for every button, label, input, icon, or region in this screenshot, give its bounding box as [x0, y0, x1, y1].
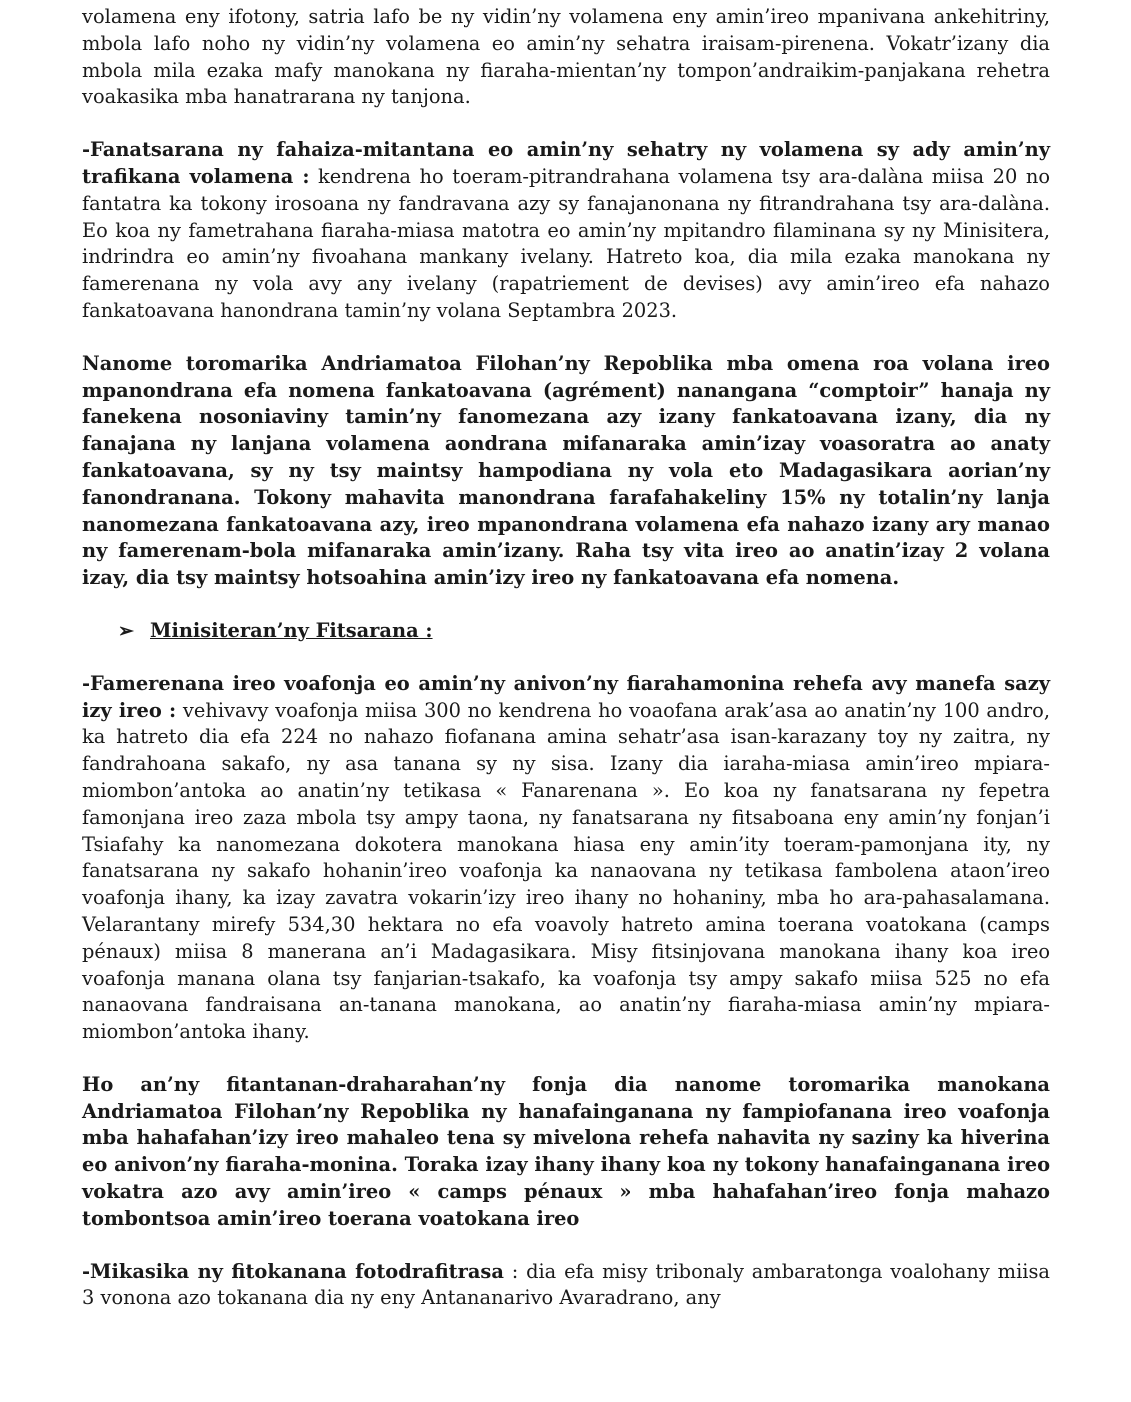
- paragraph-gold-prices: volamena eny ifotony, satria lafo be ny vidin’ny volamena eny amin’ireo mpanivana ankehitriny, mbola lafo noho ny vidin’ny volamena eo amin’ny sehatra iraisam-pirenena. Vokatr’izany dia mbola mila ezaka mafy manokana ny fiaraha-mientan’ny tompon’andraikim-panjakana rehetra voakasika mba hanatrarana ny tanjona.: [82, 5, 1050, 109]
- paragraph-prisoner-reintegration: [82, 671, 1050, 1046]
- paragraph-lead-bold: -Fanatsarana ny fahaiza-mitantana eo amin’ny sehatry ny volamena sy ady amin’ny trafikana volamena :: [82, 138, 1050, 188]
- paragraph-body-text: kendrena ho toeram-pitrandrahana volamena tsy ara-dalàna miisa 20 no fantatra ka tokony irosoana ny fandravana azy sy fanajanonana ny fitrandrahana tsy ara-dalàna. Eo koa ny fametrahana fiaraha-miasa matotra eo amin’ny mpitandro filaminana sy ny Minisitera, indrindra eo amin’ny fivoahana mankany ivelany. Hatreto koa, dia mila ezaka manokana ny famerenana ny vola avy any ivelany (rapatriement de devises) avy amin’ireo efa nahazo fankatoavana hanondrana tamin’ny volana Septambra 2023.: [82, 164, 1050, 322]
- arrow-bullet-icon: ➢: [118, 619, 134, 642]
- section-heading-ministry-justice: [118, 618, 1050, 645]
- paragraph-body-text: vehivavy voafonja miisa 300 no kendrena ho voaofana arak’asa ao anatin’ny 100 andro, ka hatreto dia efa 224 no nahazo fiofanana amina sehatr’asa isan-karazany toy ny zaitra, ny fandrahoana sakafo, ny asa tanana sy ny sisa. Izany dia iaraha-miasa amin’ireo mpiara-miombon’antoka ao anatin’ny tetikasa « Fanarenana ». Eo koa ny fanatsarana ny fepetra famonjana ireo zaza mbola tsy ampy taona, ny fanatsarana ny fitsaboana eny amin’ny fonjan’i Tsiafahy ka nanomezana dokotera manokana hiasa eny amin’ity toeram-pamonjana ity, ny fanatsarana ny sakafo hohanin’ireo voafonja ka nanaovana ny tetikasa fambolena ataon’ireo voafonja ihany, ka izay zavatra vokarin’izy ireo ihany no hohaniny, mba ho ara-pahasalamana. Velarantany mirefy 534,30 hektara no efa voavoly hatreto amina toerana voatokana (camps pénaux) miisa 8 manerana an’i Madagasikara. Misy fitsinjovana manokana ihany koa ireo voafonja manana olana tsy fanjarian-tsakafo, ka voafonja tsy ampy sakafo miisa 525 no efa nanaovana fandraisana an-tanana manokana, ao anatin’ny fiaraha-miasa amin’ny mpiara-miombon’antoka ihany.: [82, 698, 1050, 1044]
- paragraph-gap: [82, 111, 1050, 137]
- paragraph-lead-bold: -Famerenana ireo voafonja eo amin’ny anivon’ny fiarahamonina rehefa avy manefa sazy izy ireo :: [82, 671, 1050, 722]
- paragraph-gap: [82, 325, 1050, 351]
- paragraph-president-directive-prisons: Ho an’ny fitantanan-draharahan’ny fonja dia nanome toromarika manokana Andriamatoa Filohan’ny Repoblika ny hanafainganana ny fampiofanana ireo voafonja mba hahafahan’izy ireo mahaleo tena sy mivelona rehefa nahavita ny saziny ka hiverina eo anivon’ny fiaraha-monina. Toraka izay ihany ihany koa ny tokony hanafainganana ireo vokatra azo avy amin’ireo « camps pénaux » mba hahafahan’ireo fonja mahazo tombontsoa amin’ireo toerana voatokana ireo: [82, 1072, 1050, 1230]
- paragraph-lead-bold: -Mikasika ny fitokanana fotodrafitrasa: [82, 1259, 504, 1283]
- paragraph-gap: [82, 1233, 1050, 1259]
- document-page: [82, 4, 1050, 1312]
- paragraph-president-directive-exporters: Nanome toromarika Andriamatoa Filohan’ny Repoblika mba omena roa volana ireo mpanondrana efa nomena fankatoavana (agrément) nanangana “comptoir” hanaja ny fanekena nosoniaviny tamin’ny fanomezana azy izany fankatoavana izany, dia ny fanajana ny lanjana volamena aondrana mifanaraka amin’izay voasoratra ao anaty fankatoavana, sy ny tsy maintsy hampodiana ny vola eto Madagasikara aorian’ny fanondranana. Tokony mahavita manondrana farafahakeliny 15% ny totalin’ny lanja nanomezana fankatoavana azy, ireo mpanondrana volamena efa nahazo izany ary manao ny famerenam-bola mifanaraka amin’izany. Raha tsy vita ireo ao anatin’izay 2 volana izay, dia tsy maintsy hotsoahina amin’izy ireo ny fankatoavana efa nomena.: [82, 351, 1050, 590]
- section-heading-label: Minisiteran’ny Fitsarana :: [150, 618, 433, 642]
- paragraph-gap: [82, 592, 1050, 618]
- paragraph-body-text: : dia efa misy tribonaly ambaratonga voalohany miisa 3 vonona azo tokanana dia ny eny Antananarivo Avaradrano, any: [82, 1259, 1050, 1310]
- paragraph-gap: [82, 1046, 1050, 1072]
- paragraph-gap: [82, 645, 1050, 671]
- paragraph-gold-management: [82, 137, 1050, 325]
- paragraph-infrastructure: [82, 1259, 1050, 1313]
